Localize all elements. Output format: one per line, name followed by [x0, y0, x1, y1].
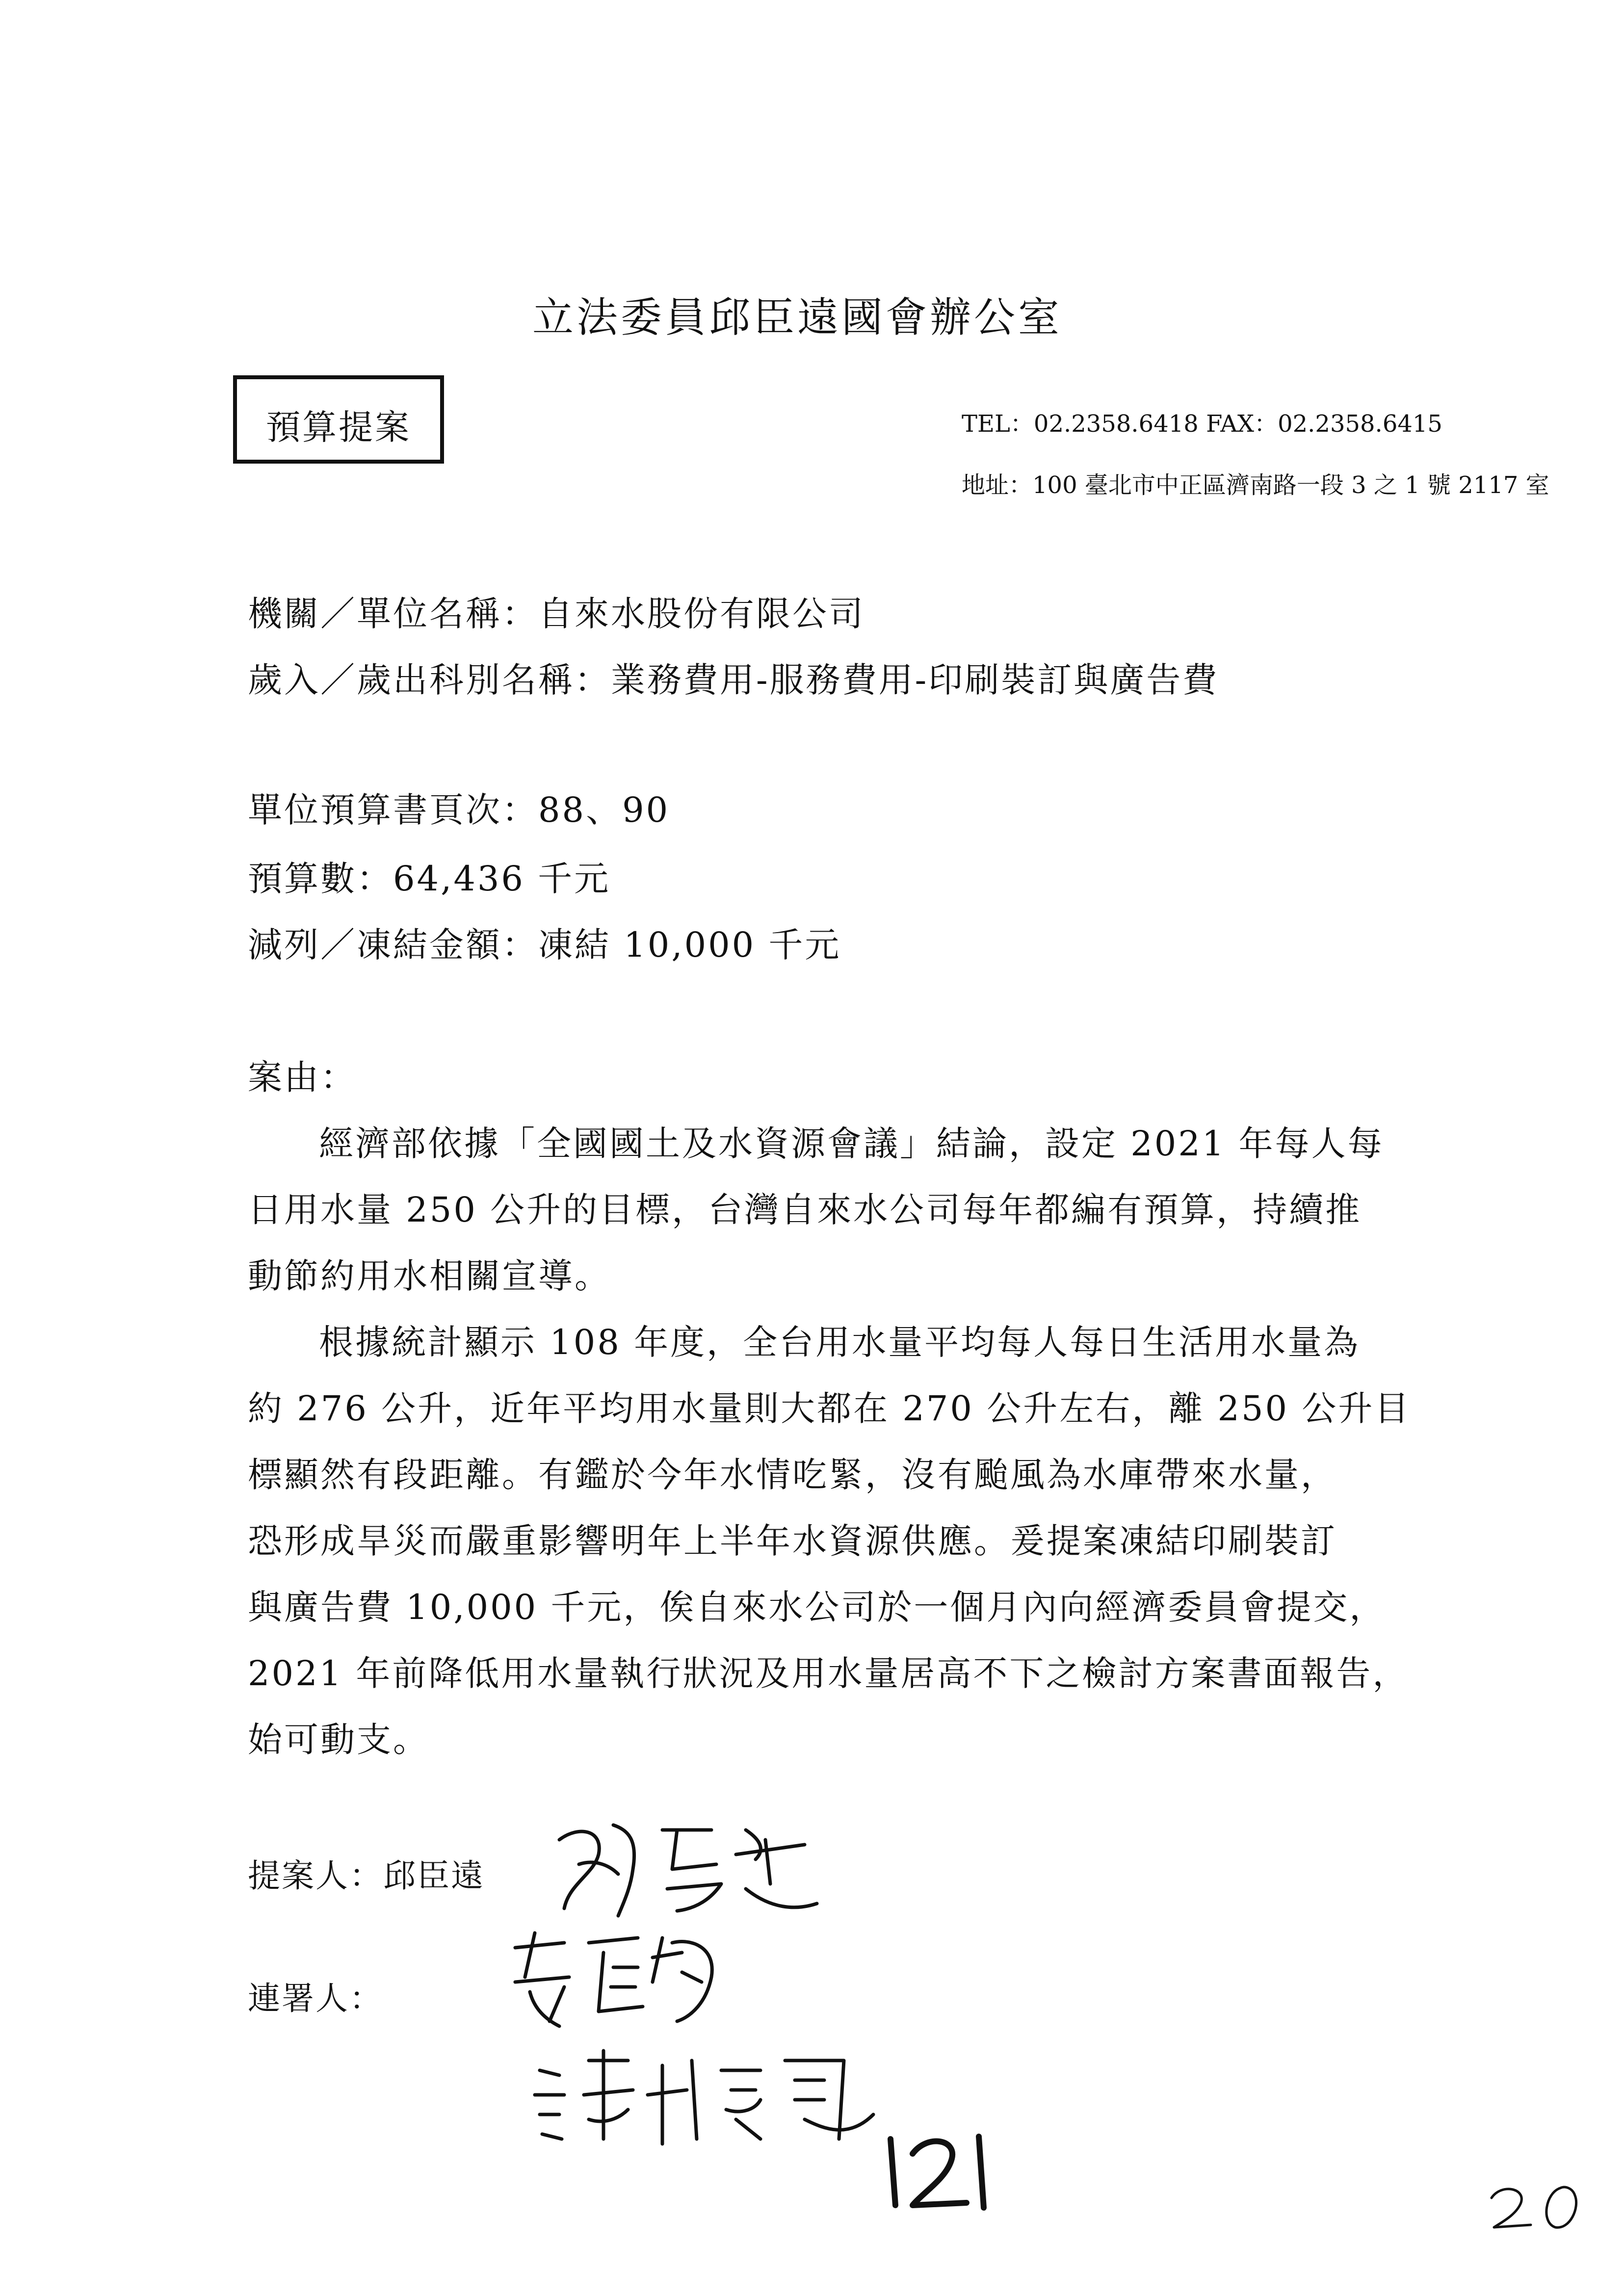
contact-tel-fax: TEL：02.2358.6418 FAX：02.2358.6415	[962, 410, 1442, 438]
reason-line: 動節約用水相關宣導。	[248, 1256, 611, 1296]
reason-line: 2021 年前降低用水量執行狀況及用水量居高不下之檢討方案書面報告，	[248, 1653, 1409, 1694]
field-freeze: 減列／凍結金額：凍結 10,000 千元	[248, 925, 841, 965]
reason-line: 始可動支。	[248, 1720, 429, 1760]
reason-line: 日用水量 250 公升的目標，台灣自來水公司每年都編有預算，持續推	[248, 1190, 1362, 1230]
reason-line: 與廣告費 10,000 千元，俟自來水公司於一個月內向經濟委員會提交，	[248, 1587, 1386, 1627]
doc-type-box	[233, 375, 444, 464]
reason-line: 根據統計顯示 108 年度，全台用水量平均每人每日生活用水量為	[319, 1322, 1361, 1362]
field-pages: 單位預算書頁次：88、90	[248, 790, 670, 830]
doc-type-label: 預算提案	[266, 407, 411, 447]
field-budget: 預算數：64,436 千元	[248, 859, 611, 899]
cosigner-label: 連署人：	[248, 1980, 383, 2017]
proposer-label: 提案人：邱臣遠	[248, 1857, 485, 1895]
reason-line: 恐形成旱災而嚴重影響明年上半年水資源供應。爰提案凍結印刷裝訂	[248, 1521, 1337, 1561]
reason-line: 經濟部依據「全國國土及水資源會議」結論，設定 2021 年每人每	[319, 1123, 1384, 1164]
contact-address: 地址：100 臺北市中正區濟南路一段 3 之 1 號 2117 室	[962, 471, 1549, 499]
reason-line: 標顯然有段距離。有鑑於今年水情吃緊，沒有颱風為水庫帶來水量，	[248, 1455, 1337, 1495]
reason-line: 約 276 公升，近年平均用水量則大都在 270 公升左右，離 250 公升目	[248, 1388, 1411, 1429]
proposer-signature	[550, 1810, 824, 1923]
reason-heading: 案由：	[248, 1057, 357, 1097]
cosigner-signature-1	[505, 1923, 731, 2036]
office-title: 立法委員邱臣遠國會辦公室	[532, 293, 1063, 341]
cosigner-signature-2	[530, 2041, 883, 2154]
field-account: 歲入／歲出科別名稱：業務費用-服務費用-印刷裝訂與廣告費	[248, 660, 1219, 700]
corner-number-handwritten	[1487, 2178, 1595, 2232]
field-agency: 機關／單位名稱：自來水股份有限公司	[248, 594, 865, 634]
page-number-handwritten	[878, 2129, 996, 2213]
